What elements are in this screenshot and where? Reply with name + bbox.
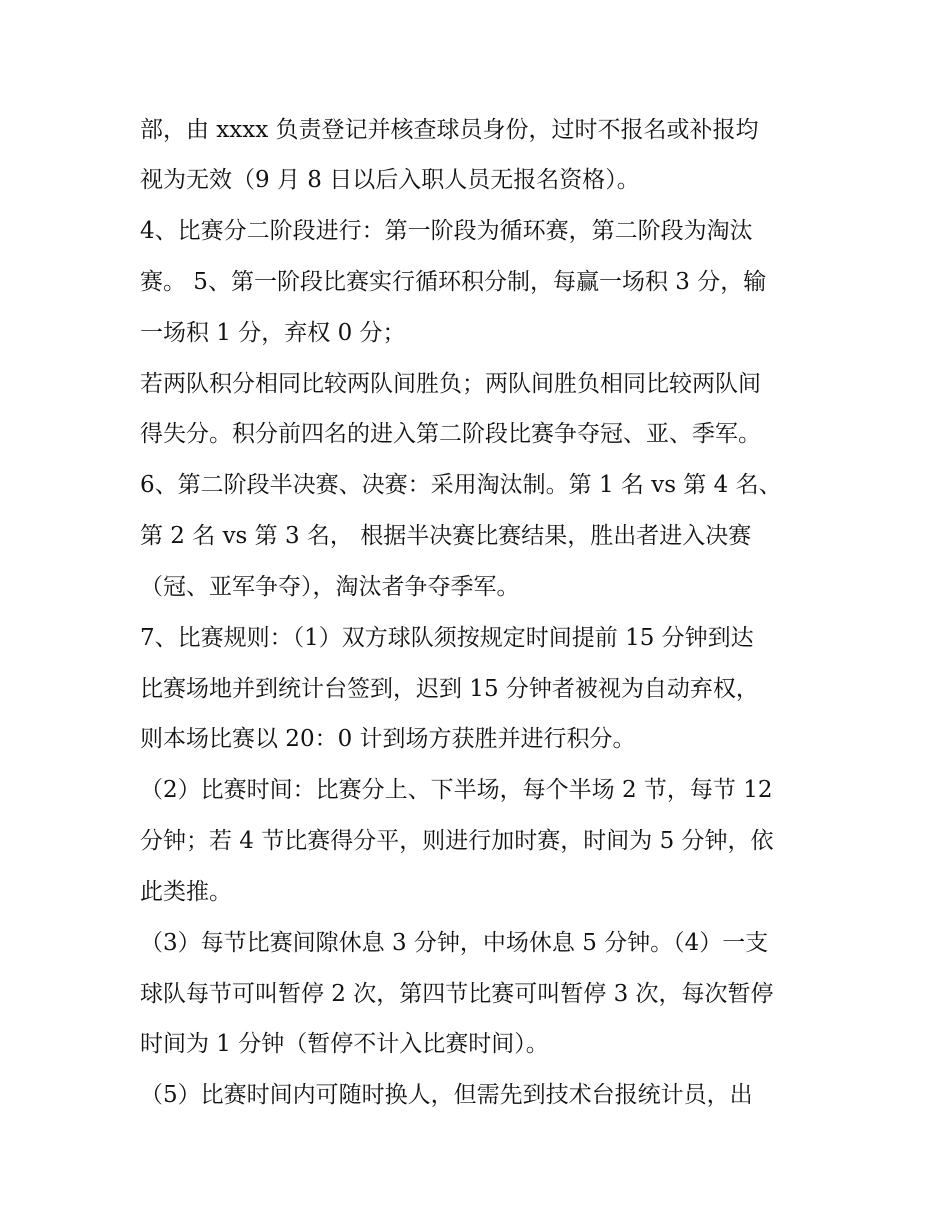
- text-line-20: （5）比赛时间内可随时换人，但需先到技术台报统计员，出: [140, 1082, 753, 1108]
- text-line-7: 得失分。积分前四名的进入第二阶段比赛争夺冠、亚、季军。: [140, 421, 761, 447]
- text-line-2: 视为无效（9 月 8 日以后入职人员无报名资格）。: [140, 167, 640, 193]
- text-line-13: 则本场比赛以 20：0 计到场方获胜并进行积分。: [140, 726, 636, 752]
- text-line-17: （3）每节比赛间隙休息 3 分钟，中场休息 5 分钟。（4）一支: [140, 930, 769, 956]
- text-line-19: 时间为 1 分钟（暂停不计入比赛时间）。: [140, 1031, 549, 1057]
- text-line-3: 4、比赛分二阶段进行：第一阶段为循环赛，第二阶段为淘汰: [140, 218, 753, 244]
- text-line-18: 球队每节可叫暂停 2 次，第四节比赛可叫暂停 3 次，每次暂停: [140, 981, 774, 1007]
- text-line-5: 一场积 1 分，弃权 0 分；: [140, 320, 406, 346]
- text-line-8: 6、第二阶段半决赛、决赛：采用淘汰制。第 1 名 vs 第 4 名、: [140, 472, 782, 498]
- text-line-9: 第 2 名 vs 第 3 名， 根据半决赛比赛结果，胜出者进入决赛: [140, 523, 752, 549]
- text-line-15: 分钟；若 4 节比赛得分平，则进行加时赛，时间为 5 分钟，依: [140, 828, 774, 854]
- text-line-4: 赛。 5、第一阶段比赛实行循环积分制，每赢一场积 3 分，输: [140, 269, 767, 295]
- text-line-11: 7、比赛规则：（1）双方球队须按规定时间提前 15 分钟到达: [140, 625, 754, 651]
- text-line-1: 部，由 xxxx 负责登记并核查球员身份，过时不报名或补报均: [140, 117, 759, 143]
- text-line-6: 若两队积分相同比较两队间胜负；两队间胜负相同比较两队间: [140, 371, 761, 397]
- text-line-14: （2）比赛时间：比赛分上、下半场，每个半场 2 节，每节 12: [140, 777, 773, 803]
- text-line-12: 比赛场地并到统计台签到，迟到 15 分钟者被视为自动弃权，: [140, 676, 759, 702]
- text-line-10: （冠、亚军争夺），淘汰者争夺季军。: [140, 574, 520, 600]
- text-line-16: 此类推。: [140, 879, 232, 905]
